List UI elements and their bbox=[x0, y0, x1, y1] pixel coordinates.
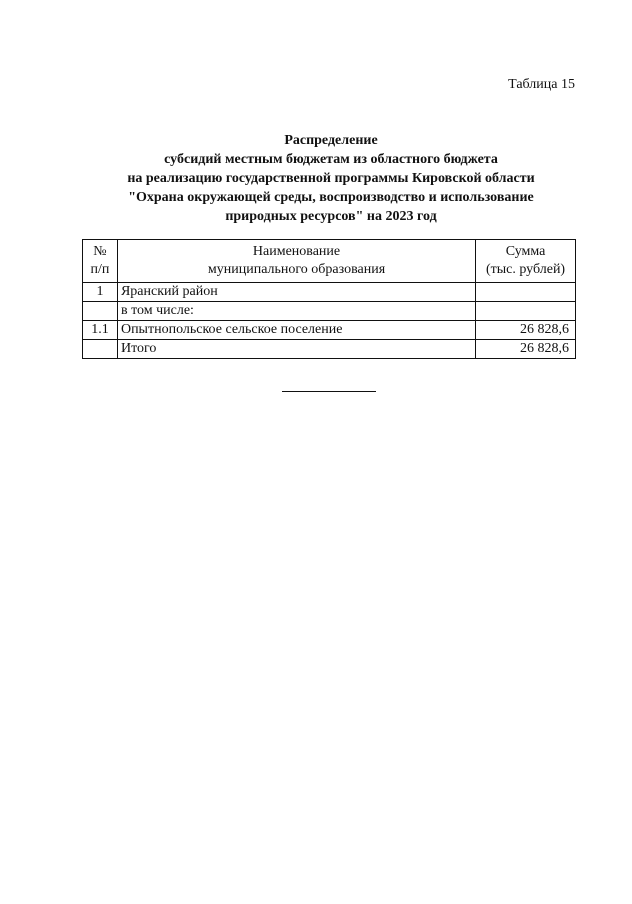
header-number bbox=[83, 240, 118, 283]
row-name: Итого bbox=[117, 340, 475, 359]
title-line: природных ресурсов" на 2023 год bbox=[225, 209, 437, 224]
header-sum-line1: Сумма bbox=[505, 244, 546, 259]
header-name bbox=[117, 240, 475, 283]
row-name: Опытнопольское сельское поселение bbox=[117, 321, 475, 340]
document-title bbox=[60, 131, 602, 226]
table-header-row bbox=[83, 240, 576, 283]
row-number bbox=[83, 340, 118, 359]
row-sum: 26 828,6 bbox=[476, 340, 576, 359]
title-line: Распределение bbox=[284, 133, 378, 148]
end-divider bbox=[282, 391, 376, 392]
row-sum: 26 828,6 bbox=[476, 321, 576, 340]
table-total-row bbox=[83, 340, 576, 359]
title-line: субсидий местным бюджетам из областного бюджета bbox=[164, 152, 498, 167]
header-number-line1: № bbox=[93, 244, 107, 259]
row-sum bbox=[476, 302, 576, 321]
row-number bbox=[83, 302, 118, 321]
row-number: 1 bbox=[83, 283, 118, 302]
table-row bbox=[83, 283, 576, 302]
header-sum-line2: (тыс. рублей) bbox=[485, 262, 566, 277]
table-number: Таблица 15 bbox=[508, 77, 575, 92]
title-line: на реализацию государственной программы Кировской области bbox=[127, 171, 535, 186]
row-name: Яранский район bbox=[117, 283, 475, 302]
table-row bbox=[83, 302, 576, 321]
title-line: "Охрана окружающей среды, воспроизводство и использование bbox=[128, 190, 534, 205]
table-row bbox=[83, 321, 576, 340]
header-name-line1: Наименование bbox=[252, 244, 341, 259]
row-number: 1.1 bbox=[83, 321, 118, 340]
header-name-line2: муниципального образования bbox=[207, 262, 386, 277]
header-number-line2: п/п bbox=[90, 262, 110, 277]
row-sum bbox=[476, 283, 576, 302]
subsidy-table bbox=[82, 239, 576, 359]
row-name: в том числе: bbox=[117, 302, 475, 321]
header-sum bbox=[476, 240, 576, 283]
